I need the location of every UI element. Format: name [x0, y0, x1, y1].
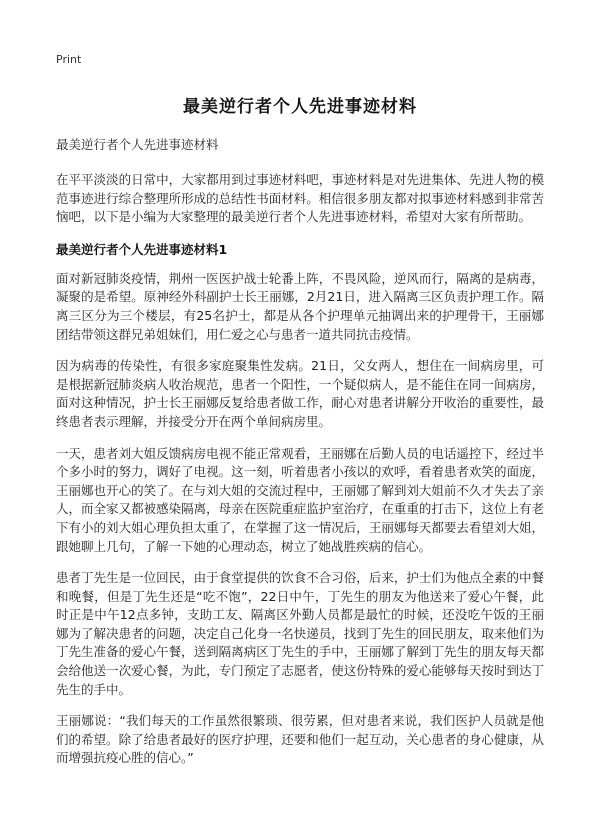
document-subtitle: 最美逆行者个人先进事迹材料 [56, 137, 219, 152]
body-paragraph-3: 一天，患者刘大姐反馈病房电视不能正常观看，王丽娜在后勤人员的电话遥控下，经过半个多小时的努力，调好了电视。这一刻，听着患者小孩以的欢呼，看着患者欢笑的面庞，王丽娜也开心的笑了。在与刘大姐的交流过程中，王丽娜了解到刘大姐前不久才失去了亲人，而全家又都被感染隔离，母亲在医院重症监护室治疗，在重重的打击下，这位上有老下有小的刘大姐心理负担太重了，在掌握了这一情况后，王丽娜每天都要去看望刘大姐，跟她聊上几句，了解一下她的心理动态，树立了她战胜疾病的信心。 [56, 445, 544, 554]
intro-paragraph: 在平平淡淡的日常中，大家都用到过事迹材料吧，事迹材料是对先进集体、先进人物的模范事迹进行综合整理所形成的总结性书面材料。相信很多朋友都对拟事迹材料感到非常苦恼吧，以下是小编为大家整理的最美逆行者个人先进事迹材料，希望对大家有所帮助。 [56, 172, 544, 225]
body-paragraph-2: 因为病毒的传染性，有很多家庭聚集性发病。21日，父女两人，想住在一间病房里，可是根据新冠肺炎病人收治规范，患者一个阳性，一个疑似病人，是不能住在同一间病房，面对这种情况，护士长王丽娜反复给患者做工作，耐心对患者讲解分开收治的重要性，最终患者表示理解，并接受分开在两个单间病房里。 [56, 358, 544, 429]
body-paragraph-1: 面对新冠肺炎疫情，荆州一医医护战士轮番上阵，不畏风险，逆风而行，隔离的是病毒，凝聚的是希望。原神经外科副护士长王丽娜，2月21日，进入隔离三区负责护理工作。隔离三区分为三个楼层，有25名护士，都是从各个护理单元抽调出来的护理骨干，王丽娜团结带领这群兄弟姐妹们，用仁爱之心与患者一道共同抗击疫情。 [56, 270, 544, 342]
body-paragraph-5: 王丽娜说：“我们每天的工作虽然很繁琐、很劳累，但对患者来说，我们医护人员就是他们的希望。除了给患者最好的医疗护理，还要和他们一起互动，关心患者的身心健康，从而增强抗疫心胜的信心。” [56, 713, 544, 766]
body-paragraph-4: 患者丁先生是一位回民，由于食堂提供的饮食不合习俗，后来，护士们为他点全素的中餐和晚餐，但是丁先生还是“吃不饱”，22日中午，丁先生的朋友为他送来了爱心午餐，此时正是中午12点多钟，支助工友、隔离区外勤人员都是最忙的时候，还没吃午饭的王丽娜为了解决患者的问题，决定自己化身一名快递员，找到丁先生的回民朋友，取来他们为丁先生准备的爱心午餐，送到隔离病区丁先生的手中，王丽娜了解到丁先生的朋友每天都会给他送一次爱心餐，为此，专门预定了志愿者，使这份特殊的爱心能够每天按时到达丁先生的手中。 [56, 570, 544, 697]
document-title: 最美逆行者个人先进事迹材料 [183, 97, 417, 117]
section-heading: 最美逆行者个人先进事迹材料1 [56, 241, 228, 257]
print-link[interactable]: Print [56, 53, 82, 66]
